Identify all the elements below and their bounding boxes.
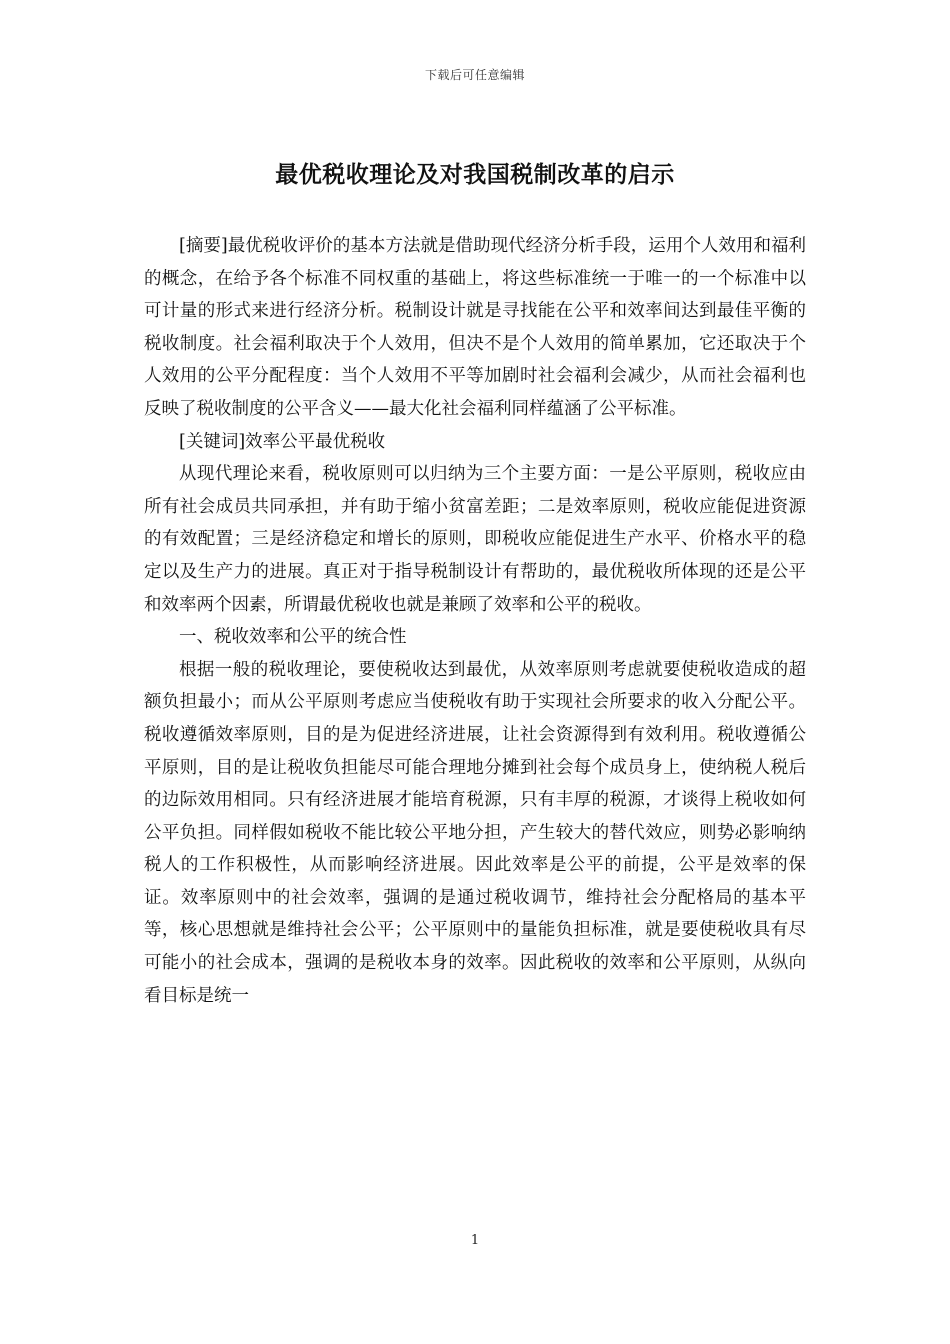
page-number: 1 [470,1233,480,1248]
header-note: 下载后可任意编辑 [424,68,525,82]
intro-paragraph: 从现代理论来看，税收原则可以归纳为三个主要方面：一是公平原则，税收应由所有社会成员共同承担，并有助于缩小贫富差距；二是效率原则，税收应能促进资源的有效配置；三是经济稳定和增长的原则，即税收应能促进生产水平、价格水平的稳定以及生产力的进展。真正对于指导税制设计有帮助的，最优税收所体现的还是公平和效率两个因素，所谓最优税收也就是兼顾了效率和公平的税收。 [144,464,806,615]
section-paragraph: 根据一般的税收理论，要使税收达到最优，从效率原则考虑就要使税收造成的超额负担最小；而从公平原则考虑应当使税收有助于实现社会所要求的收入分配公平。税收遵循效率原则，目的是为促进经济进展，让社会资源得到有效利用。税收遵循公平原则，目的是让税收负担能尽可能合理地分摊到社会每个成员身上，使纳税人税后的边际效用相同。只有经济进展才能培育税源，只有丰厚的税源，才谈得上税收如何公平负担。同样假如税收不能比较公平地分担，产生较大的替代效应，则势必影响纳税人的工作积极性，从而影响经济进展。因此效率是公平的前提，公平是效率的保证。效率原则中的社会效率，强调的是通过税收调节，维持社会分配格局的基本平等，核心思想就是维持社会公平；公平原则中的量能负担标准，就是要使税收具有尽可能小的社会成本，强调的是税收本身的效率。因此税收的效率和公平原则，从纵向看目标是统一 [144,659,806,1006]
abstract-paragraph: [摘要]最优税收评价的基本方法就是借助现代经济分析手段，运用个人效用和福利的概念，在给予各个标准不同权重的基础上，将这些标准统一于唯一的一个标准中以可计量的形式来进行经济分析。税制设计就是寻找能在公平和效率间达到最佳平衡的税收制度。社会福利取决于个人效用，但决不是个人效用的简单累加，它还取决于个人效用的公平分配程度：当个人效用不平等加剧时社会福利会减少，从而社会福利也反映了税收制度的公平含义——最大化社会福利同样蕴涵了公平标准。 [144,236,806,419]
document-body [144,230,806,1012]
keywords-paragraph: [关键词]效率公平最优税收 [179,431,386,452]
section-heading: 一、税收效率和公平的统合性 [179,627,407,648]
document-title: 最优税收理论及对我国税制改革的启示 [275,162,675,188]
